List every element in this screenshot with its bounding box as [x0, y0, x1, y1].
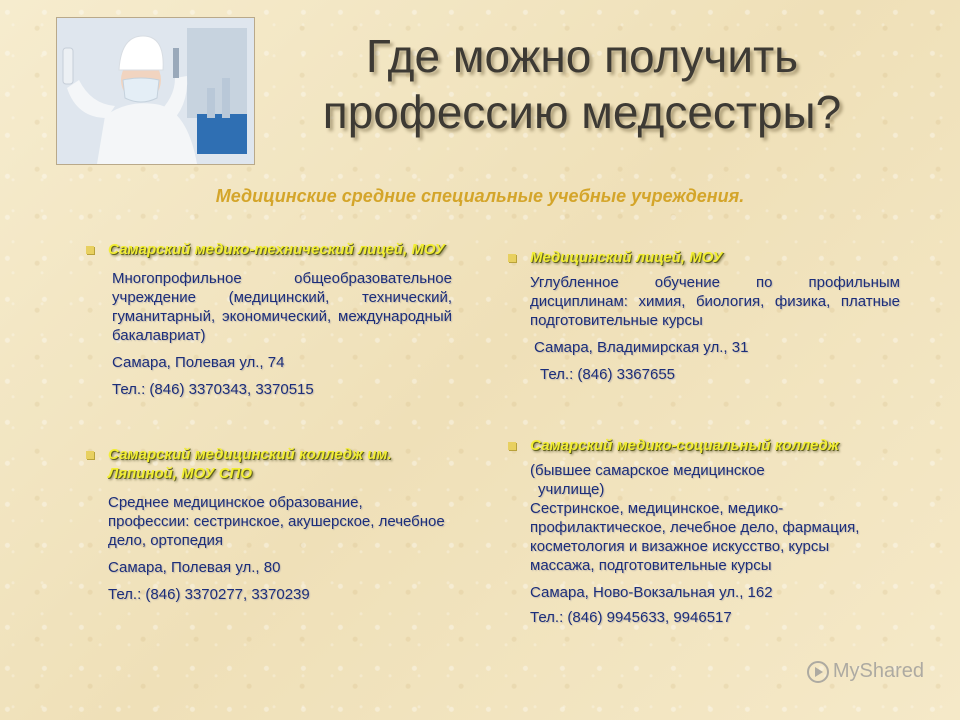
institution-entry	[508, 436, 913, 627]
institution-address: Самара, Владимирская ул., 31	[534, 339, 749, 356]
institution-phone: Тел.: (846) 3367655	[540, 366, 675, 383]
institution-note: (бывшее самарское медицинское училище)	[530, 462, 765, 498]
institution-title: Самарский медико-технический лицей, МОУ	[108, 241, 445, 258]
square-bullet-icon	[508, 254, 516, 262]
watermark-text: MyShared	[832, 660, 924, 682]
square-bullet-icon	[86, 246, 94, 254]
institution-phone: Тел.: (846) 3370277, 3370239	[108, 586, 310, 603]
institution-phone: Тел.: (846) 3370343, 3370515	[112, 381, 314, 398]
nurse-photo	[56, 17, 255, 165]
title-line-2: профессию медсестры?	[322, 86, 842, 138]
institution-address: Самара, Полевая ул., 74	[112, 354, 285, 371]
square-bullet-icon	[86, 451, 94, 459]
institution-address: Самара, Полевая ул., 80	[108, 559, 281, 576]
slide-title	[262, 28, 902, 140]
institution-entry	[86, 445, 466, 604]
institution-entry	[508, 248, 913, 384]
institution-description: Углубленное обучение по профильным дисциплинам: химия, биология, физика, платные подготовительные курсы	[530, 274, 900, 329]
institution-description: Среднее медицинское образование, профессии: сестринское, акушерское, лечебное дело, ортопедия	[108, 494, 445, 549]
institution-title: Самарский медико-социальный колледж	[530, 437, 839, 454]
watermark	[807, 660, 924, 683]
slide-subtitle: Медицинские средние специальные учебные учреждения.	[215, 186, 745, 206]
myshared-logo-icon	[807, 661, 829, 683]
title-line-1: Где можно получить	[365, 30, 799, 82]
institution-title: Самарский медицинский колледж им. Ляпиной, МОУ СПО	[108, 446, 392, 482]
institution-entry	[86, 240, 466, 399]
institution-title: Медицинский лицей, МОУ	[530, 249, 723, 266]
square-bullet-icon	[508, 442, 516, 450]
institution-description: Сестринское, медицинское, медико-профилактическое, лечебное дело, фармация, косметология и визажное искусство, курсы массажа, подготовительные курсы	[530, 500, 860, 574]
right-column	[508, 248, 913, 627]
left-column	[86, 240, 466, 604]
institution-address: Самара, Ново-Вокзальная ул., 162	[530, 584, 773, 601]
institution-phone: Тел.: (846) 9945633, 9946517	[530, 609, 732, 626]
institution-description: Многопрофильное общеобразовательное учреждение (медицинский, технический, гуманитарный, экономический, международный бакалавриат)	[112, 270, 452, 344]
